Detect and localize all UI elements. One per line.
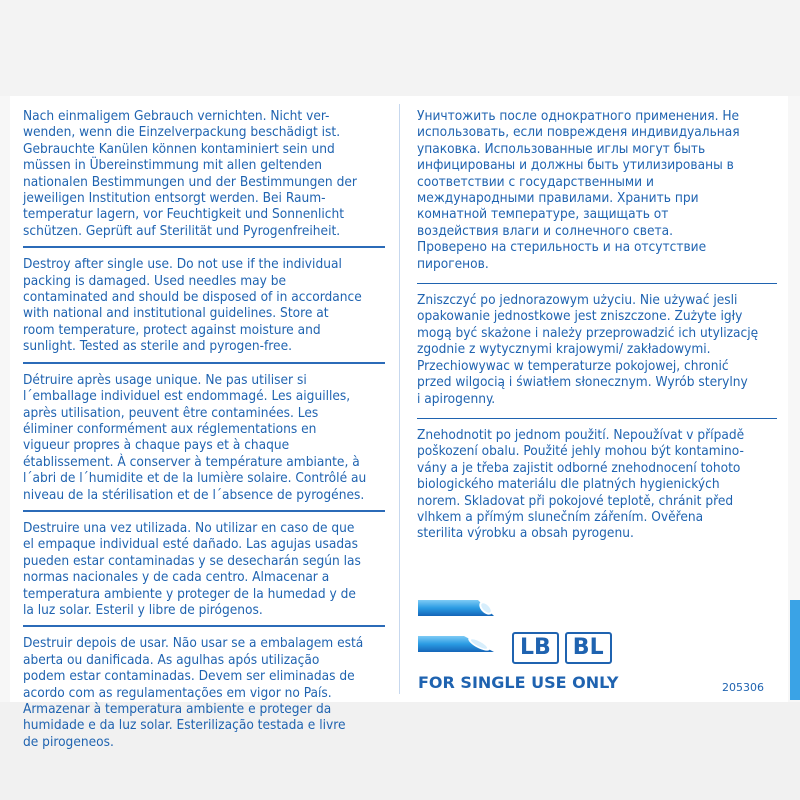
long-bevel-needle-icon [416, 596, 496, 620]
text-polish: Zniszczyć po jednorazowym użyciu. Nie używać jesli opakowanie jednostkowe jest zniszczone. Zużyte igły mogą być skażone i należy przeprowadzić ich utylizację zgodnie z wytycznymi krajowymi/ zakładowymi. Przechiowywac w temperaturze pokojowej, chronić przed wilgocią i światłem słonecznym. Wyrób sterylny i apirogenny. [417, 292, 759, 407]
label-bl: BL [565, 632, 612, 664]
column-divider [399, 104, 400, 694]
right-column [417, 108, 777, 546]
text-czech: Znehodnotit po jednom použití. Nepoužívat v případě poškození obalu. Použité jehly mohou být kontamino- vány a je třeba zajistit odborné znehodnocení tohoto biologického materiálu dle platných hygienických norem. Skladovat při pokojové teplotě, chránit před vlhkem a přímým slunečním zářením. Ověřena sterilita výrobku a obsah pyrogenu. [417, 426, 745, 542]
top-background [0, 0, 800, 96]
short-bevel-needle-icon [416, 632, 496, 656]
separator [23, 510, 385, 512]
text-portuguese: Destruir depois de usar. Não usar se a embalagem está aberta ou danificada. As agulhas após utilização podem estar contaminadas. Devem ser eliminadas de acordo com as regulamentações em vigor no País. Armazenar à temperatura ambiente e proteger da humidade e da luz solar. Esterilização testada e livre de pirogeneos. [23, 635, 364, 750]
separator [23, 246, 385, 248]
separator [23, 362, 385, 364]
product-code: 205306 [722, 681, 764, 694]
left-column [23, 108, 385, 754]
text-english: Destroy after single use. Do not use if the individual packing is damaged. Used needles may be contaminated and should be disposed of in accordance with national and institutional guidelines. Store at room temperature, protect against moisture and sunlight. Tested as sterile and pyrogen-free. [23, 256, 362, 355]
bevel-labels [512, 632, 612, 664]
label-lb: LB [512, 632, 559, 664]
blue-edge-strip [790, 600, 800, 700]
single-use-heading: FOR SINGLE USE ONLY [418, 673, 619, 692]
text-german: Nach einmaligem Gebrauch vernichten. Nicht ver- wenden, wenn die Einzelverpackung beschädigt ist. Gebrauchte Kanülen können kontaminiert sein und müssen in Übereinstimmung mit allen geltenden nationalen Bestimmungen und der Bestimmungen der jeweiligen Institution entsorgt werden. Bei Raum- temperatur lagern, vor Feuchtigkeit und Sonnenlicht schützen. Geprüft auf Sterilität und Pyrogenfreiheit. [23, 108, 357, 239]
text-spanish: Destruire una vez utilizada. No utilizar en caso de que el empaque individual esté dañado. Las agujas usadas pueden estar contaminadas y se desecharán según las normas nacionales y de cada centro. Almacenar a temperatura ambiente y proteger de la humedad y de la luz solar. Esteril y libre de pirógenos. [23, 519, 361, 618]
needle-icons [416, 596, 716, 676]
text-russian: Уничтожить после однократного применения. Не использовать, если поврежденя индивидуальная упаковка. Использованные иглы могут быть инфицированы и должны быть утилизированы в соответствии с государственными и международными правилами. Хранить при комнатной температуре, защищать от воздействия влаги и солнечного света. Проверено на стерильность и на отсутствие пирогенов. [417, 108, 740, 272]
separator [23, 625, 385, 627]
separator [417, 418, 777, 419]
text-french: Détruire après usage unique. Ne pas utiliser si l´emballage individuel est endommagé. Les aiguilles, après utilisation, peuvent être contaminées. Les éliminer conformément aux réglementations en vigueur propres à chaque pays et à chaque établissement. À conserver à température ambiante, à l´abri de l´humidite et de la lumière solaire. Contrôlé au niveau de la stérilisation et de l´absence de pyrogénes. [23, 371, 367, 503]
separator [417, 283, 777, 284]
